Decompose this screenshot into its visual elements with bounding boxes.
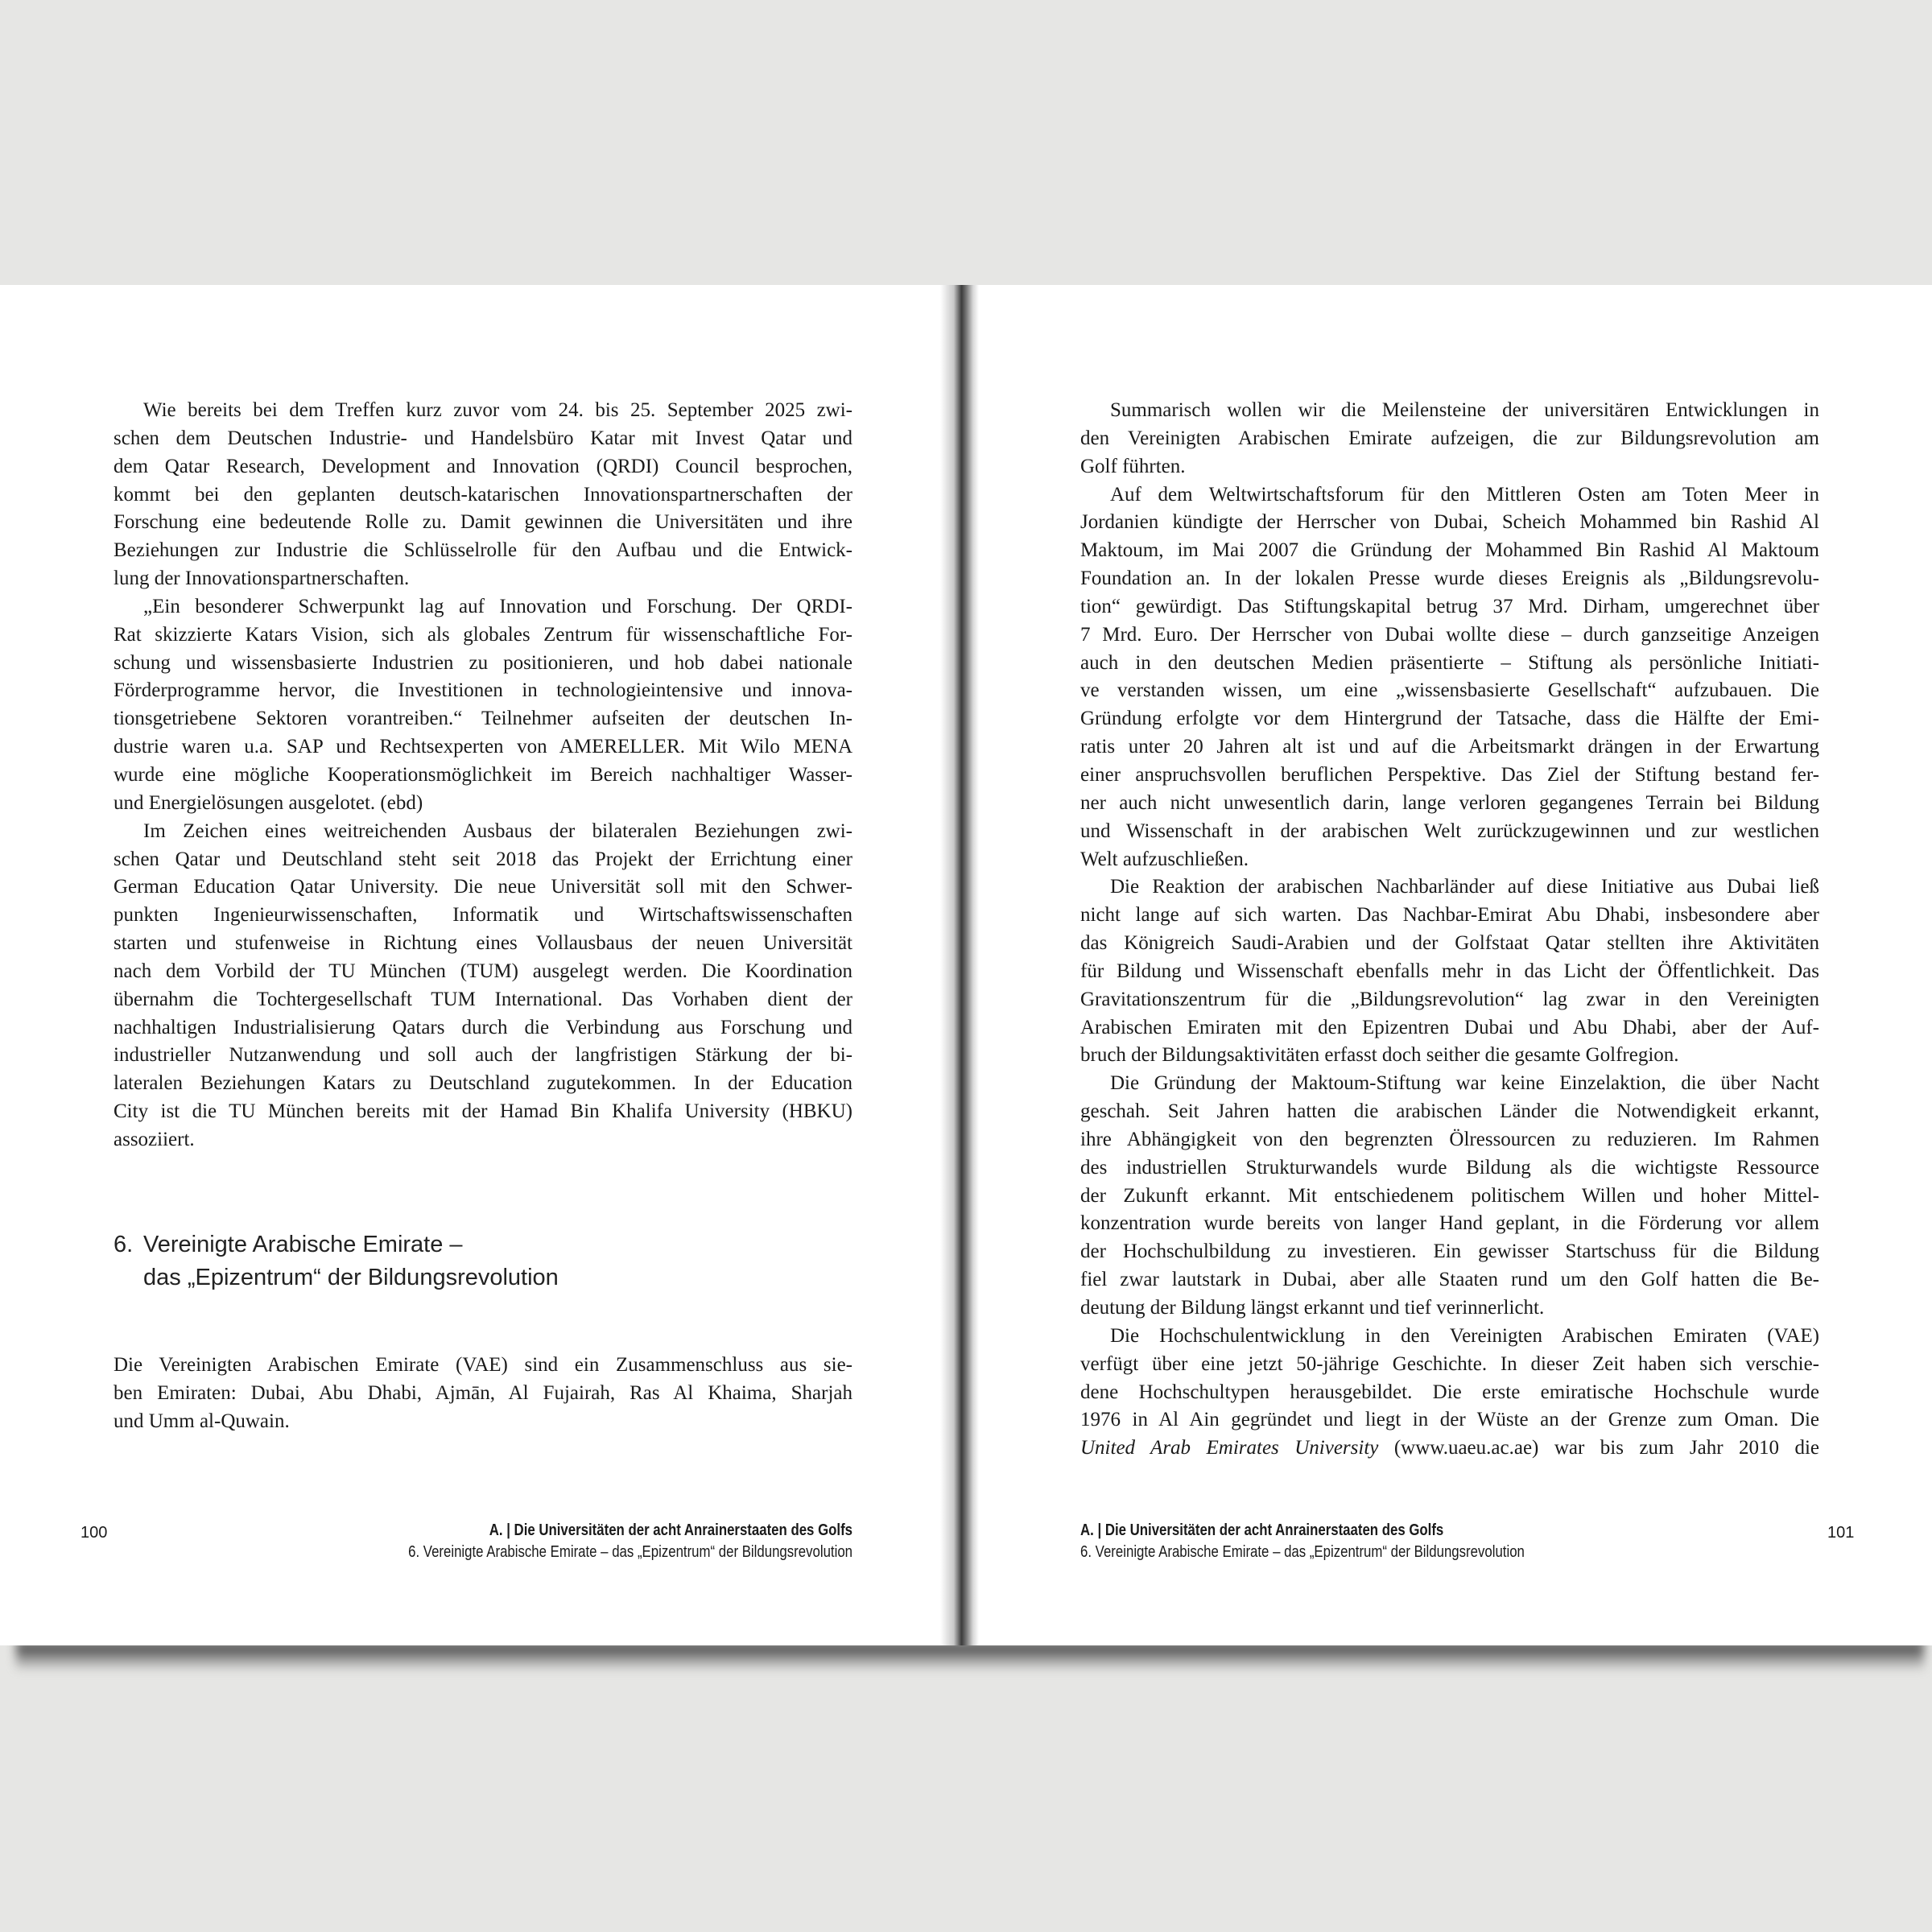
- text-line: einer anspruchsvollen beruflichen Perspektive. Das Ziel der Stiftung bestand fer-: [1080, 763, 1819, 786]
- left-body-text: [114, 397, 852, 1154]
- text-line: 1976 in Al Ain gegründet und liegt in der Wüste an der Grenze zum Oman. Die: [1080, 1409, 1819, 1431]
- text-line: industrieller Nutzanwendung und soll auch der langfristigen Stärkung der bi-: [114, 1044, 852, 1067]
- text-line: übernahm die Tochtergesellschaft TUM International. Das Vorhaben dient der: [114, 988, 852, 1010]
- footer-subtitle: 6. Vereinigte Arabische Emirate – das „Epizentrum“ der Bildungsrevolution: [1080, 1543, 1525, 1561]
- section-number: 6.: [114, 1232, 134, 1257]
- text-line: Forschung eine bedeutende Rolle zu. Damit gewinnen die Universitäten und ihre: [114, 511, 852, 534]
- text-line: Förderprogramme hervor, die Investitionen in technologieintensive und innova-: [114, 679, 852, 702]
- section-title-line1: Vereinigte Arabische Emirate –: [143, 1232, 463, 1257]
- text-line: starten und stufenweise in Richtung eines Vollausbaus der neuen Universität: [114, 932, 852, 955]
- text-line: bruch der Bildungsaktivitäten erfasst doch seither die gesamte Golfregion.: [1080, 1044, 1679, 1067]
- text-line: und Wissenschaft in der arabischen Welt zurückzugewinnen und zur westlichen: [1080, 819, 1819, 842]
- text-line: tionsgetriebene Sektoren vorantreiben.“ Teilnehmer aufseiten der deutschen In-: [114, 708, 852, 730]
- text-line: punkten Ingenieurwissenschaften, Informatik und Wirtschaftswissenschaften: [114, 904, 852, 927]
- text-line: Welt aufzuschließen.: [1080, 848, 1249, 870]
- text-line: dene Hochschultypen herausgebildet. Die erste emiratische Hochschule wurde: [1080, 1381, 1819, 1403]
- book-spine: [940, 285, 979, 1645]
- section-title-line2: das „Epizentrum“ der Bildungsrevolution: [143, 1265, 559, 1290]
- text-line: Jordanien kündigte der Herrscher von Dubai, Scheich Mohammed bin Rashid Al: [1080, 511, 1819, 534]
- text-line: Auf dem Weltwirtschaftsforum für den Mittleren Osten am Toten Meer in: [1110, 483, 1819, 506]
- text-line: ner auch nicht unwesentlich darin, lange verloren gegangenes Terrain bei Bildung: [1080, 791, 1819, 814]
- text-line: und Energielösungen ausgelotet. (ebd): [114, 791, 423, 814]
- text-line: schung und wissensbasierte Industrien zu positionieren, und hob dabei nationale: [114, 651, 852, 674]
- right-body-text: [1080, 397, 1819, 1463]
- running-footer-right: [1080, 1520, 1609, 1563]
- section-intro-text: [114, 1352, 852, 1436]
- text-line: Die Reaktion der arabischen Nachbarländer auf diese Initiative aus Dubai ließ: [1110, 876, 1819, 898]
- text-line: nachhaltigen Industrialisierung Qatars durch die Verbindung aus Forschung und: [114, 1016, 852, 1038]
- running-footer-left: [324, 1520, 852, 1563]
- text-line: Im Zeichen eines weitreichenden Ausbaus der bilateralen Beziehungen zwi-: [143, 819, 852, 842]
- text-line: ve verstanden wissen, um eine „wissensbasierte Gesellschaft“ aufzubauen. Die: [1080, 679, 1819, 702]
- text-line: wurde eine mögliche Kooperationsmöglichkeit im Bereich nachhaltiger Wasser-: [114, 763, 852, 786]
- text-line: „Ein besonderer Schwerpunkt lag auf Innovation und Forschung. Der QRDI-: [143, 595, 852, 617]
- text-line: German Education Qatar University. Die neue Universität soll mit den Schwer-: [114, 876, 852, 898]
- text-line: Die Vereinigten Arabischen Emirate (VAE) sind ein Zusammenschluss aus sie-: [114, 1354, 852, 1376]
- text-line: den Vereinigten Arabischen Emirate aufzeigen, die zur Bildungsrevolution am: [1080, 427, 1819, 449]
- text-line: ihre Abhängigkeit von den begrenzten Ölressourcen zu reduzieren. Im Rahmen: [1080, 1128, 1819, 1150]
- text-line: das Königreich Saudi-Arabien und der Golfstaat Qatar stellten ihre Aktivitäten: [1080, 932, 1819, 955]
- text-line: des industriellen Strukturwandels wurde Bildung als die wichtigste Ressource: [1080, 1156, 1819, 1179]
- text-line: Maktoum, im Mai 2007 die Gründung der Mohammed Bin Rashid Al Maktoum: [1080, 539, 1819, 562]
- text-line: assoziiert.: [114, 1128, 195, 1150]
- text-line: geschah. Seit Jahren hatten die arabischen Länder die Notwendigkeit erkannt,: [1080, 1100, 1819, 1123]
- text-line: ben Emiraten: Dubai, Abu Dhabi, Ajmān, Al Fujairah, Ras Al Khaima, Sharjah: [114, 1381, 852, 1404]
- footer-title: A. | Die Universitäten der acht Anrainerstaaten des Golfs: [489, 1521, 852, 1539]
- text-line: lateralen Beziehungen Katars zu Deutschland zugutekommen. In der Education: [114, 1072, 852, 1095]
- text-line: [1080, 1435, 1819, 1463]
- page-number-left: 100: [80, 1524, 108, 1542]
- text-line: Beziehungen zur Industrie die Schlüsselrolle für den Aufbau und die Entwick-: [114, 539, 852, 562]
- text-line: City ist die TU München bereits mit der Hamad Bin Khalifa University (HBKU): [114, 1100, 852, 1123]
- text-line: Die Hochschulentwicklung in den Vereinigten Arabischen Emiraten (VAE): [1110, 1324, 1819, 1347]
- text-line: Die Gründung der Maktoum-Stiftung war keine Einzelaktion, die über Nacht: [1110, 1072, 1819, 1095]
- text-line: der Hochschulbildung zu investieren. Ein gewisser Startschuss für die Bildung: [1080, 1241, 1819, 1263]
- text-line: 7 Mrd. Euro. Der Herrscher von Dubai wollte diese – durch ganzseitige Anzeigen: [1080, 623, 1819, 646]
- text-line: schen dem Deutschen Industrie- und Handelsbüro Katar mit Invest Qatar und: [114, 427, 852, 449]
- text-line: Rat skizzierte Katars Vision, sich als globales Zentrum für wissenschaftliche For-: [114, 623, 852, 646]
- text-line: schen Qatar und Deutschland steht seit 2018 das Projekt der Errichtung einer: [114, 848, 852, 870]
- page-shadow: [16, 1642, 1924, 1671]
- text-line: fiel zwar lautstark in Dubai, aber alle Staaten rund um den Golf hatten die Be-: [1080, 1269, 1819, 1291]
- text-line: Arabischen Emiraten mit den Epizentren Dubai und Abu Dhabi, aber der Auf-: [1080, 1016, 1819, 1038]
- text-line: und Umm al-Quwain.: [114, 1410, 290, 1432]
- text-line: nicht lange auf sich warten. Das Nachbar-Emirat Abu Dhabi, insbesondere aber: [1080, 904, 1819, 927]
- text-line: Foundation an. In der lokalen Presse wurde dieses Ereignis als „Bildungsrevolu-: [1080, 568, 1819, 590]
- footer-subtitle: 6. Vereinigte Arabische Emirate – das „Epizentrum“ der Bildungsrevolution: [408, 1543, 852, 1561]
- text-line: Gravitationszentrum für die „Bildungsrevolution“ lag zwar in den Vereinigten: [1080, 988, 1819, 1010]
- text-line: dustrie waren u.a. SAP und Rechtsexperten von AMERELLER. Mit Wilo MENA: [114, 736, 852, 758]
- text-line: der Zukunft erkannt. Mit entschiedenem politischem Willen und hoher Mittel-: [1080, 1184, 1819, 1207]
- text-line: deutung der Bildung längst erkannt und tief verinnerlicht.: [1080, 1297, 1545, 1319]
- text-line: Summarisch wollen wir die Meilensteine der universitären Entwicklungen in: [1110, 399, 1819, 421]
- text-line: Golf führten.: [1080, 455, 1186, 477]
- text-line: konzentration wurde bereits von langer Hand geplant, in die Förderung vor allem: [1080, 1212, 1819, 1235]
- text-line: nach dem Vorbild der TU München (TUM) ausgelegt werden. Die Koordination: [114, 960, 852, 982]
- text-line-rest: (www.uaeu.ac.ae) war bis zum Jahr 2010 die: [1378, 1437, 1820, 1459]
- footer-title: A. | Die Universitäten der acht Anrainerstaaten des Golfs: [1080, 1521, 1444, 1539]
- page-number-right: 101: [1827, 1524, 1855, 1542]
- text-line: Wie bereits bei dem Treffen kurz zuvor vom 24. bis 25. September 2025 zwi-: [143, 399, 852, 421]
- text-line: lung der Innovationspartnerschaften.: [114, 568, 410, 590]
- section-heading: [114, 1228, 559, 1294]
- text-line: auch in den deutschen Medien präsentierte – Stiftung als persönliche Initiati-: [1080, 651, 1819, 674]
- text-line: tion“ gewürdigt. Das Stiftungskapital betrug 37 Mrd. Dirham, umgerechnet über: [1080, 595, 1819, 617]
- text-line: verfügt über eine jetzt 50-jährige Geschichte. In dieser Zeit haben sich verschie-: [1080, 1352, 1819, 1375]
- text-line: dem Qatar Research, Development and Innovation (QRDI) Council besprochen,: [114, 455, 852, 477]
- text-line: ratis unter 20 Jahren alt ist und auf die Arbeitsmarkt drängen in der Erwartung: [1080, 736, 1819, 758]
- university-name-italic: United Arab Emirates University: [1080, 1437, 1379, 1459]
- text-line: für Bildung und Wissenschaft ebenfalls mehr in das Licht der Öffentlichkeit. Das: [1080, 960, 1819, 982]
- text-line: kommt bei den geplanten deutsch-katarischen Innovationspartnerschaften der: [114, 483, 852, 506]
- text-line: Gründung erfolgte vor dem Hintergrund der Tatsache, dass die Hälfte der Emi-: [1080, 708, 1819, 730]
